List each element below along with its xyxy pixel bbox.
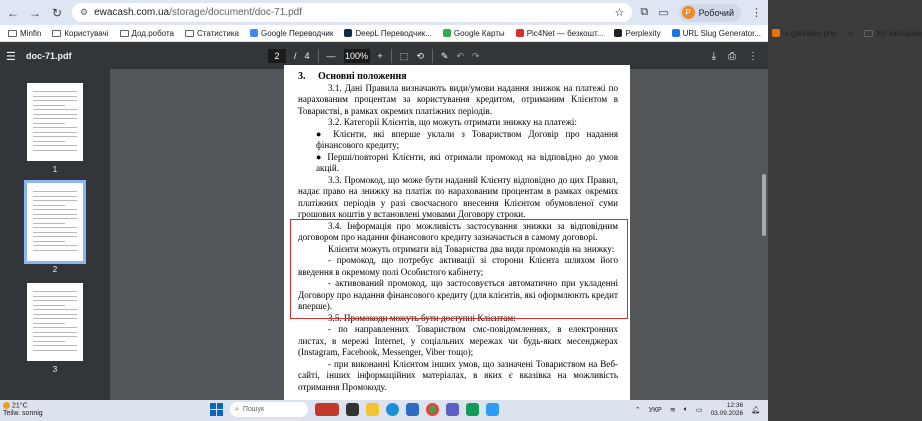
folder-icon xyxy=(52,30,61,37)
bookmark-star-icon[interactable]: ☆ xyxy=(614,7,625,19)
bookmark-item[interactable] xyxy=(772,29,837,38)
page-number-input[interactable]: 2 xyxy=(268,49,286,63)
avatar: Р xyxy=(682,6,695,19)
toolbar-icons xyxy=(640,4,762,22)
bookmark-item[interactable] xyxy=(250,29,333,38)
bookmark-item[interactable] xyxy=(443,29,505,38)
more-options-icon[interactable]: ⋮ xyxy=(748,50,758,62)
pdf-actions xyxy=(712,43,758,69)
bookmarks-bar xyxy=(0,25,922,42)
paragraph: 3.2. Категорії Клієнтів, що можуть отримати знижку на платежі: xyxy=(328,117,577,127)
battery-icon[interactable]: ▭ xyxy=(695,407,703,414)
task-view-icon[interactable] xyxy=(346,403,359,416)
bookmark-label: Дод.робота xyxy=(131,28,174,38)
thumbnail-page-number: 3 xyxy=(52,365,58,374)
page-thumbnail[interactable] xyxy=(27,283,83,361)
dash-item: - промокод, що потребує активації зі сторони Клієнта шляхом його введення в окремому полі Особистого кабінету; xyxy=(298,255,618,277)
folder-icon xyxy=(185,30,194,37)
deepl-icon xyxy=(344,29,352,37)
maps-icon xyxy=(443,29,451,37)
zoom-out-button[interactable]: — xyxy=(326,51,336,61)
forward-icon[interactable]: → xyxy=(29,5,41,20)
weather-text: Teilw. sonnig xyxy=(3,410,43,418)
zoom-input[interactable]: 100% xyxy=(345,51,369,61)
bookmark-label: URL Slug Generator... xyxy=(682,28,762,38)
bookmark-item[interactable] xyxy=(516,29,604,38)
store-icon[interactable] xyxy=(406,403,419,416)
paragraph: Клієнти можуть отримати від Товариства два види промокодів на знижку: xyxy=(328,243,615,254)
file-explorer-icon[interactable] xyxy=(366,403,379,416)
vertical-scrollbar[interactable] xyxy=(760,69,768,400)
browser-toolbar xyxy=(0,0,768,25)
dash-item: - по направленних Товариством смс-повідомленнях, в електронних листах, в мережі Internet, у соціальних мережах чи будь-яких месенджерах (Instagram, Facebook, Messenger, Viber тощо); xyxy=(298,324,618,357)
windows-start-icon[interactable] xyxy=(210,403,223,416)
annotate-icon[interactable]: ✎ xyxy=(440,50,449,61)
thumbnail-page-number: 1 xyxy=(52,165,58,174)
rotate-icon[interactable]: ⟲ xyxy=(416,50,424,61)
volume-icon[interactable]: 🔈︎ xyxy=(683,406,688,413)
reload-icon[interactable]: ↻ xyxy=(51,5,63,20)
sun-icon xyxy=(3,402,10,409)
paragraph: 3.4. Інформація про можливість застосування знижки за відповідним договором про надання фінансового кредиту зазначається в самому договорі. xyxy=(298,220,618,242)
slug-icon xyxy=(672,29,680,37)
edge-icon[interactable] xyxy=(386,403,399,416)
profile-name: Робочий xyxy=(698,7,734,18)
pdf-viewer xyxy=(110,69,760,400)
bookmark-label: DeepL Переводчик... xyxy=(355,28,432,38)
extensions-icon[interactable]: ⧉ xyxy=(640,6,649,18)
pdf-filename: doc-71.pdf xyxy=(26,51,72,61)
page-thumbnail[interactable] xyxy=(27,83,83,161)
all-bookmarks-button[interactable] xyxy=(864,29,922,38)
zoom-in-button[interactable]: + xyxy=(377,51,383,61)
bookmark-label: Pic4Net — безкошт... xyxy=(526,28,604,38)
bookmarks-overflow-button[interactable]: » xyxy=(847,28,853,38)
isgd-icon xyxy=(772,29,780,37)
bookmark-label: is.gd/index.php xyxy=(783,28,837,38)
all-bookmarks-label: Усі закладки xyxy=(875,28,922,38)
teams-icon[interactable] xyxy=(446,403,459,416)
menu-kebab-icon[interactable]: ⋮ xyxy=(751,7,762,19)
bookmark-label: Minfin xyxy=(20,28,42,38)
chevron-up-icon[interactable]: ⌃ xyxy=(634,407,641,414)
divider xyxy=(432,49,433,63)
page-separator: / xyxy=(294,51,297,61)
split-view-icon[interactable]: ▭ xyxy=(658,7,669,19)
search-icon: ⌕ xyxy=(235,405,239,413)
fit-page-icon[interactable]: ⬚ xyxy=(399,50,409,61)
folder-icon xyxy=(120,30,129,37)
taskbar-search[interactable]: ⌕ Пошук xyxy=(230,402,308,417)
bookmark-label: Статистика xyxy=(196,28,239,38)
bullet-item: ● Клієнти, які вперше уклали з Товариством Договір про надання фінансового кредиту; xyxy=(316,128,618,150)
bookmark-item[interactable] xyxy=(52,29,108,38)
bookmark-item[interactable] xyxy=(185,29,239,38)
thumbnail-sidebar xyxy=(0,69,110,400)
bookmark-label: Користувачі xyxy=(64,28,109,38)
back-icon[interactable]: ← xyxy=(7,5,19,20)
paragraph: 3.5. Промокоди можуть бути доступні Клієнтам: xyxy=(328,312,516,323)
pic4net-icon xyxy=(516,29,524,37)
divider xyxy=(391,49,392,63)
undo-icon[interactable]: ↶ xyxy=(456,50,464,61)
taskbar xyxy=(0,400,768,421)
bookmark-item[interactable] xyxy=(344,29,432,38)
thumbnail-page-number: 2 xyxy=(52,265,58,274)
bookmark-item[interactable] xyxy=(8,29,41,38)
page-thumbnail[interactable] xyxy=(27,183,83,261)
total-pages: 4 xyxy=(304,51,310,61)
site-info-icon[interactable]: ⚙ xyxy=(80,7,89,17)
scrollbar-thumb[interactable] xyxy=(762,174,766,236)
dash-item: - активований промокод, що застосовується автоматично при укладенні Договору про надання фінансового кредиту (для клієнтів, які оформлюють кредит вперше). xyxy=(298,278,618,311)
paragraph: 3.1. Дані Правила визначають види/умови надання знижок на платежі по нарахованим процентам за користування кредитом, отриманим Клієнтом в Товаристві, в рамках окремих платіжних періодів. xyxy=(298,82,618,116)
print-icon[interactable]: ⎙ xyxy=(728,50,736,62)
taskbar-apps xyxy=(210,402,499,417)
wifi-icon[interactable]: ≋ xyxy=(669,407,676,414)
widgets-icon[interactable] xyxy=(315,403,339,416)
translate-icon xyxy=(250,29,258,37)
bookmark-item[interactable] xyxy=(614,29,660,38)
bookmark-label: Google Переводчик xyxy=(260,28,334,38)
system-tray xyxy=(635,402,760,418)
url-text: ewacash.com.ua/storage/document/doc-71.pdf xyxy=(94,7,302,18)
profile-button[interactable] xyxy=(679,4,741,22)
perplexity-icon xyxy=(614,29,622,37)
dash-item: - при виконанні Клієнтом інших умов, що зазначені Товариством на Веб-сайті, інших інформаційних матеріалах, в яких є вказівка на можливість отримання Промокоду. xyxy=(298,358,618,392)
bookmark-label: Perplexity xyxy=(625,28,661,38)
clock[interactable]: 12:36 03.09.2026 xyxy=(710,402,744,417)
bookmark-label: Google Карты xyxy=(453,28,505,38)
section-heading: 3. Основні положення xyxy=(298,71,407,82)
redo-icon[interactable]: ↷ xyxy=(471,50,480,61)
folder-icon xyxy=(864,30,873,37)
folder-icon xyxy=(8,30,17,37)
sidebar-menu-icon[interactable]: ☰ xyxy=(6,50,16,63)
divider xyxy=(318,49,319,63)
download-icon[interactable]: ⤓ xyxy=(711,50,716,62)
bullet-item: ● Перші/повторні Клієнти, які отримали промокод на відповідно до умов акцій. xyxy=(316,151,618,173)
pdf-page xyxy=(284,65,630,405)
notification-bell-icon[interactable]: 🔔︎ xyxy=(751,407,760,414)
bookmark-item[interactable] xyxy=(120,29,174,38)
language-indicator[interactable]: УКР xyxy=(648,406,662,414)
app-icon[interactable] xyxy=(466,403,479,416)
paragraph: 3.3. Промокод, що може бути наданий Клієнту відповідно до цих Правил, надає право на знижку на платіж по нарахованим процентам в рамках окремих платіжних періодів у разі своєчасного внесення Клієнтом обумовленої суми грошових коштів у встановлені умовами Договору строки. xyxy=(298,174,618,219)
chrome-icon[interactable] xyxy=(426,403,439,416)
address-bar[interactable] xyxy=(72,3,632,22)
bookmark-item[interactable] xyxy=(672,29,761,38)
weather-widget[interactable]: 21°C Teilw. sonnig xyxy=(3,402,43,418)
app-icon[interactable] xyxy=(486,403,499,416)
